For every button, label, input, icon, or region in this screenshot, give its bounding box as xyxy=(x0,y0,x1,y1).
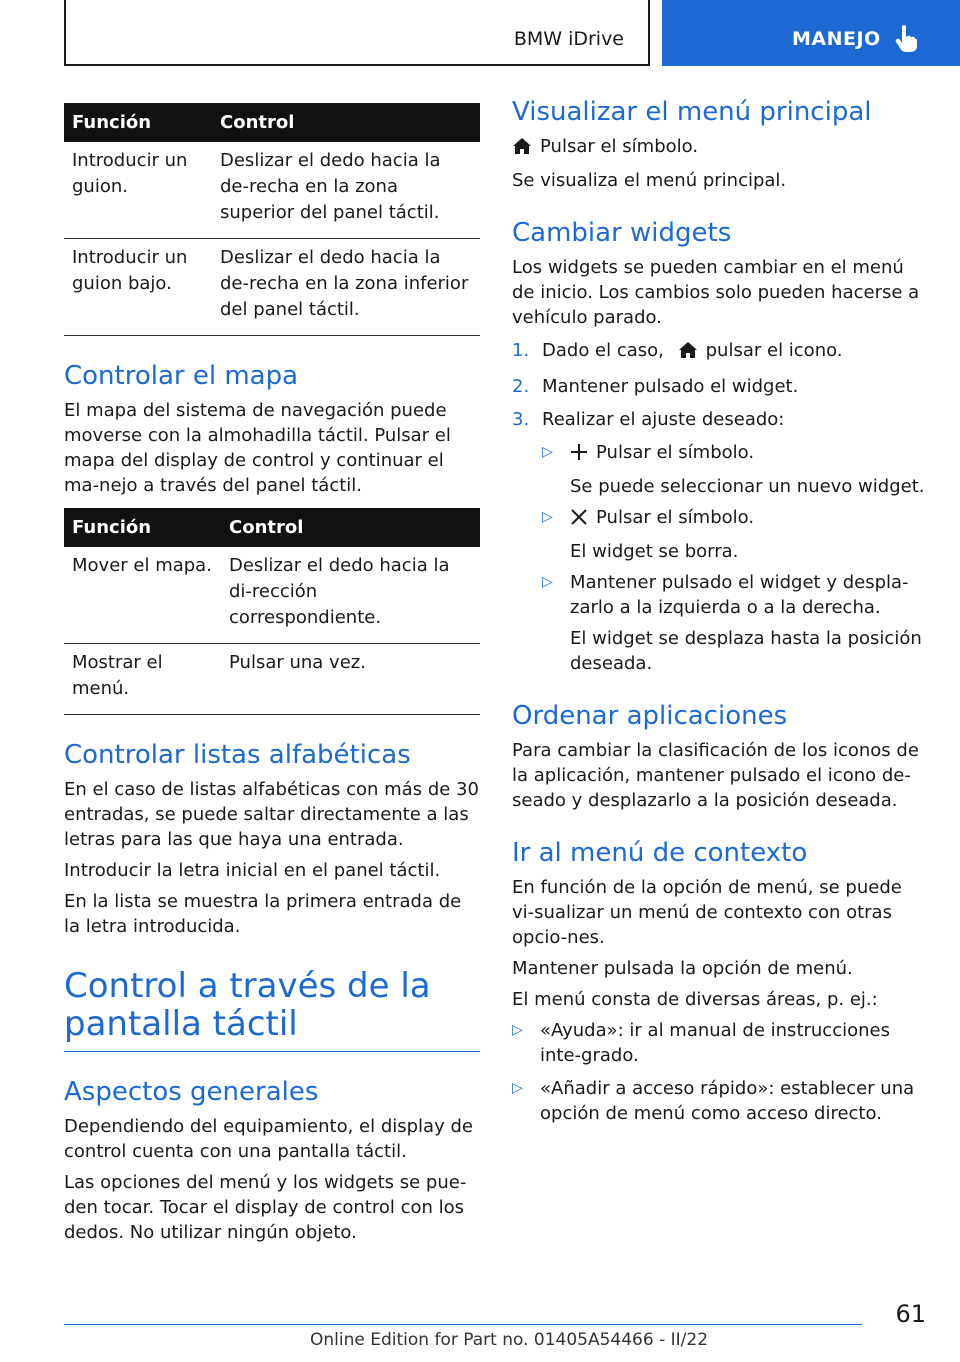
table-cell: Mover el mapa. xyxy=(64,547,221,644)
table-header-control: Control xyxy=(212,103,480,142)
step-text: pulsar el icono. xyxy=(705,340,843,361)
heading-cambiar-widgets: Cambiar widgets xyxy=(512,218,732,248)
options-list xyxy=(542,440,926,676)
footer-edition: Online Edition for Part no. 01405A54466 - II/22 xyxy=(310,1330,709,1350)
paragraph: Los widgets se pueden cambiar en el menú de inicio. Los cambios solo pueden hacerse a vehículo parado. xyxy=(512,257,920,328)
table-header-control: Control xyxy=(221,508,480,547)
header-section-title: BMW iDrive xyxy=(513,28,624,50)
triangle-bullet-icon: ▷ xyxy=(542,574,553,590)
triangle-bullet-icon: ▷ xyxy=(542,444,553,460)
table-row xyxy=(64,239,480,336)
heading-menu-principal: Visualizar el menú principal xyxy=(512,97,872,127)
list-item xyxy=(512,1018,926,1068)
home-icon xyxy=(678,341,698,366)
paragraph-step xyxy=(512,134,926,162)
table-header-funcion: Función xyxy=(64,103,212,142)
table-text-input xyxy=(64,103,480,336)
step-text: Pulsar el símbolo. xyxy=(540,136,699,157)
section-title-block xyxy=(64,967,480,1052)
list-item xyxy=(512,374,926,399)
close-icon xyxy=(570,508,588,533)
list-item xyxy=(512,407,926,432)
paragraph: En función de la opción de menú, se puede vi-sualizar un menú de contexto con otras opcio-nes. xyxy=(512,877,902,948)
list-item xyxy=(542,505,926,564)
header-chapter-tab xyxy=(662,0,960,66)
list-item xyxy=(542,440,926,499)
step-number: 3. xyxy=(512,409,530,430)
paragraph: Para cambiar la clasificación de los iconos de la aplicación, mantener pulsado el icono de-seado y desplazarlo a la posición deseada. xyxy=(512,740,919,811)
table-header-funcion: Función xyxy=(64,508,221,547)
table-cell: Introducir un guion. xyxy=(64,142,212,239)
triangle-bullet-icon: ▷ xyxy=(542,509,553,525)
paragraph: Se visualiza el menú principal. xyxy=(512,170,787,191)
option-text: Pulsar el símbolo. xyxy=(596,507,755,528)
table-row xyxy=(64,644,480,715)
paragraph: Las opciones del menú y los widgets se pue-den tocar. Tocar el display de control con los dedos. No utilizar ningún objeto. xyxy=(64,1172,467,1243)
section-title-line1: Control a través de la xyxy=(64,966,431,1006)
paragraph: El menú consta de diversas áreas, p. ej.: xyxy=(512,989,878,1010)
header-section-box xyxy=(64,0,650,66)
heading-controlar-mapa: Controlar el mapa xyxy=(64,361,299,391)
step-number: 1. xyxy=(512,340,530,361)
left-column xyxy=(64,103,480,1251)
list-item xyxy=(512,1076,926,1126)
heading-menu-contexto: Ir al menú de contexto xyxy=(512,838,808,868)
table-map-control xyxy=(64,508,480,715)
paragraph: El mapa del sistema de navegación puede moverse con la almohadilla táctil. Pulsar el mapa del display de control y continuar el ma-nejo a través del panel táctil. xyxy=(64,400,451,496)
step-text: Dado el caso, xyxy=(542,340,664,361)
steps-list xyxy=(512,338,926,432)
table-cell: Deslizar el dedo hacia la de-recha en la zona superior del panel táctil. xyxy=(212,142,480,239)
list-item xyxy=(512,338,926,366)
table-row xyxy=(64,547,480,644)
table-cell: Deslizar el dedo hacia la de-recha en la zona inferior del panel táctil. xyxy=(212,239,480,336)
triangle-bullet-icon: ▷ xyxy=(512,1080,523,1096)
option-result: El widget se borra. xyxy=(570,541,739,562)
hand-pointer-icon xyxy=(894,24,918,58)
heading-listas-alfabeticas: Controlar listas alfabéticas xyxy=(64,740,411,770)
table-cell: Mostrar el menú. xyxy=(64,644,221,715)
step-text: Mantener pulsado el widget. xyxy=(542,376,799,397)
heading-aspectos-generales: Aspectos generales xyxy=(64,1077,319,1107)
list-item-text: «Añadir a acceso rápido»: establecer una opción de menú como acceso directo. xyxy=(540,1078,915,1124)
table-cell: Pulsar una vez. xyxy=(221,644,480,715)
step-number: 2. xyxy=(512,376,530,397)
paragraph: Dependiendo del equipamiento, el display de control cuenta con una pantalla táctil. xyxy=(64,1116,473,1162)
table-row xyxy=(64,142,480,239)
plus-icon xyxy=(570,443,588,468)
paragraph: Mantener pulsada la opción de menú. xyxy=(512,958,853,979)
option-result: El widget se desplaza hasta la posición deseada. xyxy=(570,628,922,674)
list-item xyxy=(542,570,926,676)
paragraph: Introducir la letra inicial en el panel táctil. xyxy=(64,860,441,881)
footer-divider xyxy=(64,1324,862,1325)
header-chapter-title: MANEJO xyxy=(792,28,881,50)
context-list xyxy=(512,1018,926,1126)
right-column xyxy=(512,72,926,1134)
page-number: 61 xyxy=(895,1300,926,1328)
list-item-text: «Ayuda»: ir al manual de instrucciones inte-grado. xyxy=(540,1020,890,1066)
heading-ordenar-aplicaciones: Ordenar aplicaciones xyxy=(512,701,788,731)
option-text: Mantener pulsado el widget y despla-zarlo a la izquierda o a la derecha. xyxy=(570,572,909,618)
step-text: Realizar el ajuste deseado: xyxy=(542,409,785,430)
option-text: Pulsar el símbolo. xyxy=(596,442,755,463)
paragraph: En el caso de listas alfabéticas con más de 30 entradas, se puede saltar directamente a las letras para las que haya una entrada. xyxy=(64,779,479,850)
home-icon xyxy=(512,137,532,162)
table-cell: Introducir un guion bajo. xyxy=(64,239,212,336)
paragraph: En la lista se muestra la primera entrada de la letra introducida. xyxy=(64,891,462,937)
option-result: Se puede seleccionar un nuevo widget. xyxy=(570,476,925,497)
table-cell: Deslizar el dedo hacia la di-rección correspondiente. xyxy=(221,547,480,644)
triangle-bullet-icon: ▷ xyxy=(512,1022,523,1038)
section-title-line2: pantalla táctil xyxy=(64,1004,298,1044)
